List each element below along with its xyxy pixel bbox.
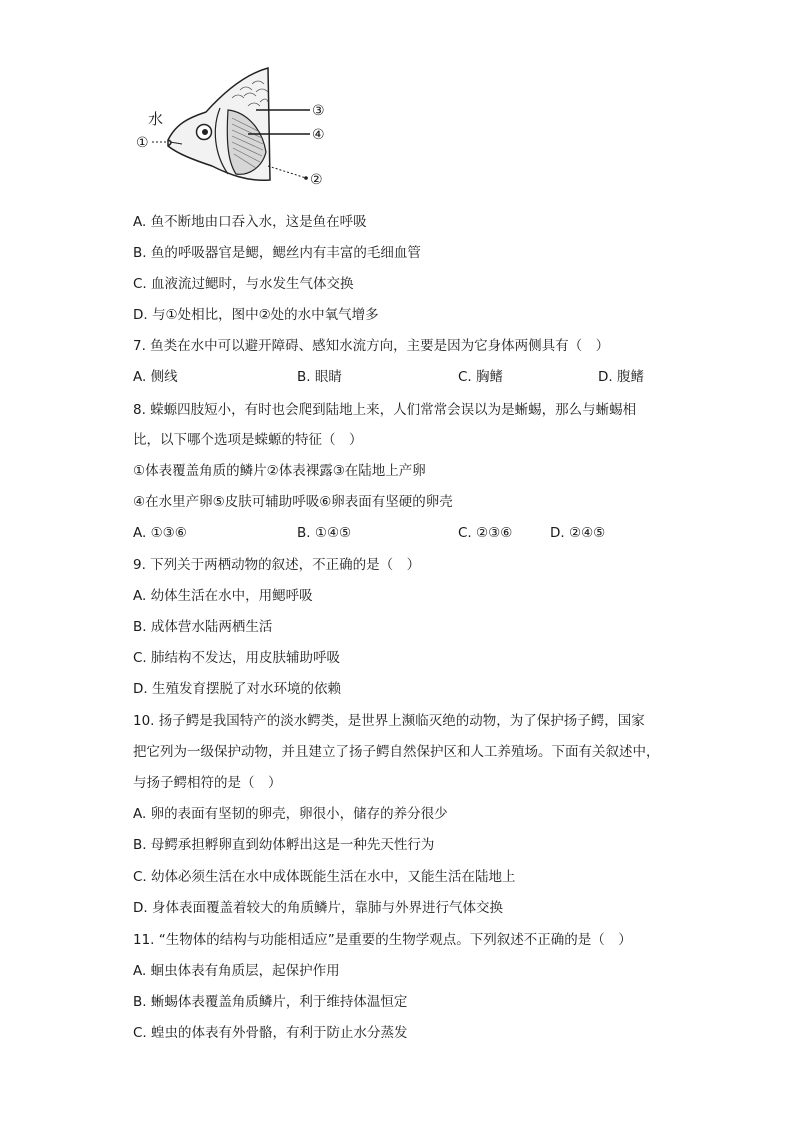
water-label: 水 [148, 110, 164, 128]
q8-option-b: B. ①④⑤ [297, 525, 352, 541]
q8-stem-line1: 8. 蝾螈四肢短小，有时也会爬到陆地上来，人们常常会误以为是蜥蜴，那么与蜥蜴相 [133, 402, 637, 418]
label-3: ③ [312, 103, 325, 119]
q10-option-b: B. 母鳄承担孵卵直到幼体孵出这是一种先天性行为 [133, 837, 435, 853]
q7-option-a: A. 侧线 [133, 369, 178, 385]
label-2: ② [310, 172, 323, 188]
q9-option-d: D. 生殖发育摆脱了对水环境的依赖 [133, 681, 341, 697]
q8-option-c: C. ②③⑥ [458, 525, 513, 541]
q8-items-line1: ①体表覆盖角质的鳞片②体表裸露③在陆地上产卵 [133, 463, 426, 479]
q6-option-a: A. 鱼不断地由口吞入水，这是鱼在呼吸 [133, 214, 367, 230]
q11-option-c: C. 蝗虫的体表有外骨骼，有利于防止水分蒸发 [133, 1025, 408, 1041]
q10-option-a: A. 卵的表面有坚韧的卵壳，卵很小，储存的养分很少 [133, 806, 448, 822]
q11-stem: 11. “生物体的结构与功能相适应”是重要的生物学观点。下列叙述不正确的是（ ） [133, 932, 632, 948]
q8-items-line2: ④在水里产卵⑤皮肤可辅助呼吸⑥卵表面有坚硬的卵壳 [133, 494, 453, 510]
q7-option-d: D. 腹鳍 [598, 369, 644, 385]
label-1: ① [136, 135, 149, 151]
fish-gill-diagram [128, 62, 338, 194]
q7-option-c: C. 胸鳍 [458, 369, 504, 385]
q9-option-a: A. 幼体生活在水中，用鳃呼吸 [133, 588, 313, 604]
q8-option-a: A. ①③⑥ [133, 525, 187, 541]
q7-option-b: B. 眼睛 [297, 369, 342, 385]
q10-stem-line2: 把它列为一级保护动物，并且建立了扬子鳄自然保护区和人工养殖场。下面有关叙述中， [133, 744, 660, 760]
q9-stem: 9. 下列关于两栖动物的叙述，不正确的是（ ） [133, 557, 421, 573]
q10-option-c: C. 幼体必须生活在水中成体既能生活在水中，又能生活在陆地上 [133, 869, 516, 885]
q10-stem-line1: 10. 扬子鳄是我国特产的淡水鳄类，是世界上濒临灭绝的动物，为了保护扬子鳄，国家 [133, 713, 645, 729]
q11-option-a: A. 蛔虫体表有角质层，起保护作用 [133, 963, 340, 979]
q9-option-b: B. 成体营水陆两栖生活 [133, 619, 273, 635]
q11-option-b: B. 蜥蜴体表覆盖角质鳞片，利于维持体温恒定 [133, 994, 408, 1010]
q6-option-b: B. 鱼的呼吸器官是鳃，鳃丝内有丰富的毛细血管 [133, 245, 421, 261]
q10-stem-line3: 与扬子鳄相符的是（ ） [133, 775, 282, 791]
q9-option-c: C. 肺结构不发达，用皮肤辅助呼吸 [133, 650, 341, 666]
q8-option-d: D. ②④⑤ [550, 525, 606, 541]
q10-option-d: D. 身体表面覆盖着较大的角质鳞片，靠肺与外界进行气体交换 [133, 900, 503, 916]
q6-option-d: D. 与①处相比，图中②处的水中氧气增多 [133, 307, 379, 323]
label-4: ④ [312, 127, 325, 143]
q6-option-c: C. 血液流过鳃时，与水发生气体交换 [133, 276, 354, 292]
q8-stem-line2: 比，以下哪个选项是蝾螈的特征（ ） [133, 432, 363, 448]
q7-stem: 7. 鱼类在水中可以避开障碍、感知水流方向，主要是因为它身体两侧具有（ ） [133, 338, 610, 354]
